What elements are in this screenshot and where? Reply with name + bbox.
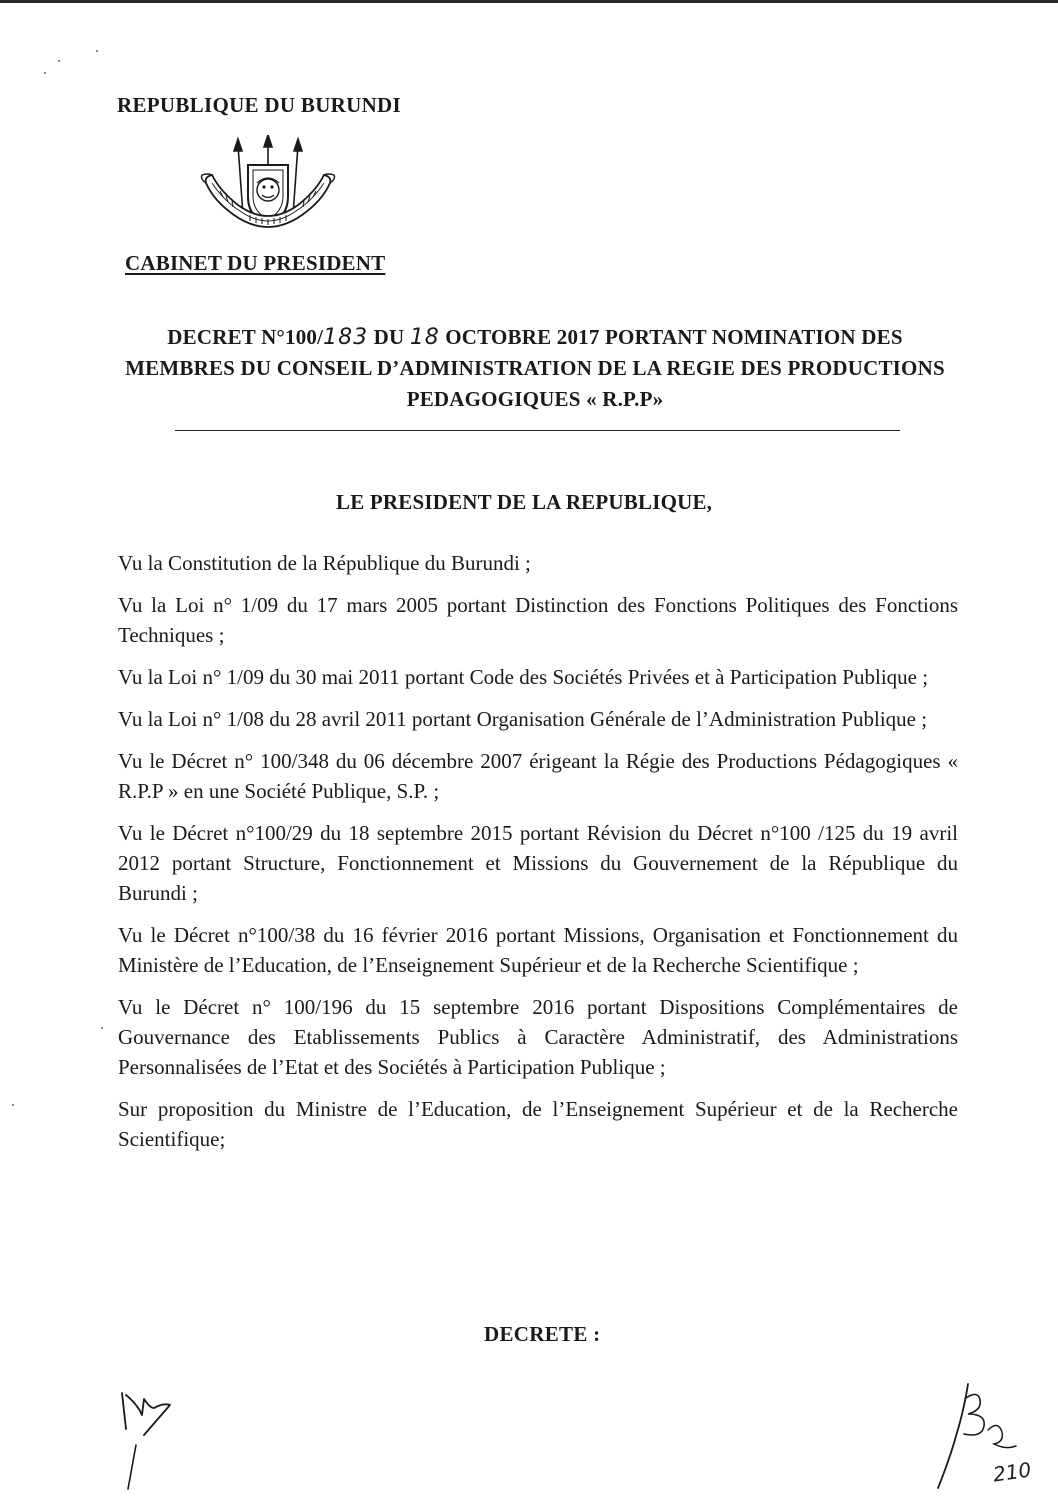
handwritten-page-mark: 210: [991, 1457, 1033, 1487]
title-divider-rule: [175, 430, 900, 431]
decrete-heading: DECRETE :: [484, 1322, 601, 1346]
handwritten-initials-signature: [112, 1385, 182, 1495]
scan-speck: [58, 60, 60, 62]
cabinet-heading: CABINET DU PRESIDENT: [125, 251, 386, 275]
decree-du: DU: [368, 325, 410, 349]
decree-title: [110, 322, 960, 415]
consideration-item: Vu la Constitution de la République du Burundi ;: [118, 551, 531, 575]
consideration-item: Vu la Loi n° 1/09 du 30 mai 2011 portant Code des Sociétés Privées et à Participation Publique ;: [118, 665, 929, 689]
handwritten-decree-day: 18: [409, 325, 440, 350]
republic-heading: REPUBLIQUE DU BURUNDI: [117, 93, 401, 117]
consideration-item: Vu la Loi n° 1/08 du 28 avril 2011 portant Organisation Générale de l’Administration Publique ;: [118, 707, 928, 731]
scan-speck: [96, 50, 98, 52]
considerations-list: [118, 548, 958, 1166]
consideration-item: Vu le Décret n° 100/196 du 15 septembre 2016 portant Dispositions Complémentaires de Gouvernance des Etablissements Publics à Caractère Administratif, des Administrations Personnalisées de l’Etat et des Sociétés à Participation Publique ;: [118, 995, 958, 1079]
president-heading: LE PRESIDENT DE LA REPUBLIQUE,: [336, 490, 713, 514]
decree-title-rest: OCTOBRE 2017 PORTANT NOMINATION DES MEMBRES DU CONSEIL D’ADMINISTRATION DE LA REGIE DES PRODUCTIONS PEDAGOGIQUES « R.P.P»: [125, 325, 945, 411]
handwritten-decree-number: 183: [323, 325, 369, 350]
scan-speck: [101, 1027, 103, 1029]
consideration-item: Vu le Décret n°100/38 du 16 février 2016 portant Missions, Organisation et Fonctionnement du Ministère de l’Education, de l’Enseignement Supérieur et de la Recherche Scientifique ;: [118, 923, 958, 977]
scan-top-edge: [0, 0, 1058, 3]
scan-speck: [44, 72, 46, 74]
consideration-item: Vu le Décret n° 100/348 du 06 décembre 2007 érigeant la Régie des Productions Pédagogiques « R.P.P » en une Société Publique, S.P. ;: [118, 749, 958, 803]
scan-speck: [12, 1104, 14, 1106]
burundi-coat-of-arms-emblem: [198, 135, 338, 247]
consideration-item: Vu la Loi n° 1/09 du 17 mars 2005 portant Distinction des Fonctions Politiques des Fonctions Techniques ;: [118, 593, 958, 647]
consideration-item: Sur proposition du Ministre de l’Education, de l’Enseignement Supérieur et de la Recherche Scientifique;: [118, 1097, 958, 1151]
consideration-item: Vu le Décret n°100/29 du 18 septembre 2015 portant Révision du Décret n°100 /125 du 19 avril 2012 portant Structure, Fonctionnement et Missions du Gouvernement de la République du Burundi ;: [118, 821, 958, 905]
decree-prefix: DECRET N°100/: [167, 325, 324, 349]
